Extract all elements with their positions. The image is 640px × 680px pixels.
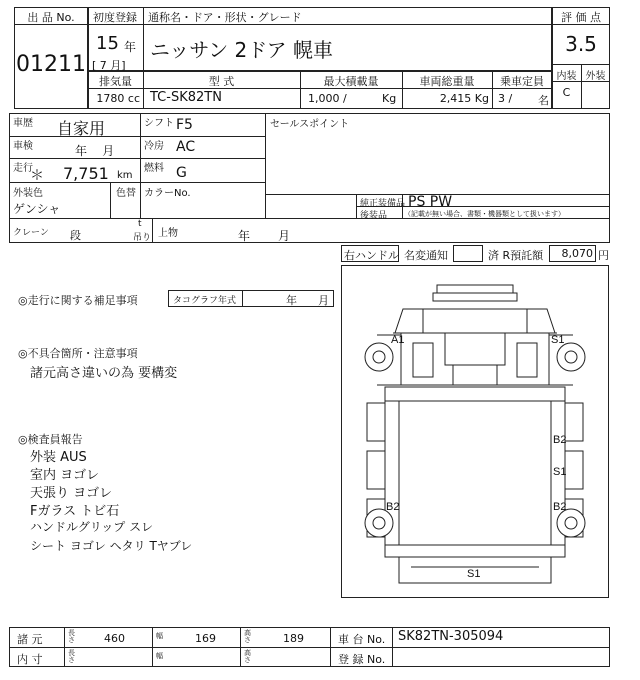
name-change-box bbox=[453, 245, 483, 262]
lot-number-label: 出 品 No. bbox=[27, 11, 75, 24]
divider bbox=[392, 627, 393, 667]
year-unit: 年 bbox=[124, 40, 137, 54]
color-value: ゲンシャ bbox=[13, 202, 61, 216]
inspector-line: シート ヨゴレ ヘタリ Tヤブレ bbox=[30, 539, 193, 553]
equipment-label: 純正装備品 bbox=[360, 199, 406, 209]
inspection: 年 月 bbox=[75, 144, 115, 158]
gross-weight-label: 車両総重量 bbox=[419, 75, 475, 88]
chassis-label: 車 台 No. bbox=[338, 633, 386, 646]
top-month: 月 bbox=[278, 229, 291, 243]
aftermarket-label: 後装品 bbox=[360, 211, 388, 221]
chassis-number: SK82TN-305094 bbox=[398, 629, 504, 644]
top-year: 年 bbox=[238, 229, 251, 243]
top-label: 上物 bbox=[158, 228, 178, 239]
exterior-grade-label: 外装 bbox=[585, 71, 606, 82]
divider bbox=[9, 182, 265, 183]
displacement-label: 排気量 bbox=[99, 75, 132, 88]
damage-mark: S1 bbox=[553, 466, 567, 478]
inner-width-label: 幅 bbox=[156, 652, 163, 660]
score: 3.5 bbox=[565, 32, 597, 56]
divider bbox=[143, 7, 144, 71]
divider bbox=[152, 627, 153, 667]
inspector-report-label: ◎検査員報告 bbox=[18, 433, 83, 446]
divider bbox=[9, 136, 265, 137]
divider bbox=[9, 158, 265, 159]
score-label: 評 価 点 bbox=[561, 11, 601, 24]
lot-number: 01211 bbox=[16, 52, 86, 77]
crane-hanging: 吊り bbox=[133, 233, 152, 243]
sales-point-label: セールスポイント bbox=[270, 119, 350, 130]
divider bbox=[242, 290, 243, 307]
recycle-unit: 円 bbox=[598, 249, 609, 262]
driving-notes-label: ◎走行に関する補足事項 bbox=[18, 294, 138, 307]
inspector-line: Fガラス トビ石 bbox=[30, 504, 120, 519]
car-name: ニッサン 2ドア 幌車 bbox=[150, 38, 334, 62]
defects-text: 諸元高さ違いの為 要構変 bbox=[30, 366, 178, 381]
model: TC-SK82TN bbox=[150, 90, 222, 105]
shift: F5 bbox=[176, 117, 193, 133]
history-label: 車歴 bbox=[13, 118, 33, 129]
ac: AC bbox=[176, 139, 196, 155]
inspector-line: 室内 ヨゴレ bbox=[30, 468, 100, 483]
first-registration-month: [ 7 月] bbox=[92, 59, 126, 72]
right-hand-drive: 右ハンドル bbox=[344, 249, 399, 262]
damage-mark: S1 bbox=[467, 568, 481, 580]
divider bbox=[552, 24, 610, 25]
displacement: 1780 cc bbox=[96, 92, 140, 105]
height-label: 高さ bbox=[244, 629, 251, 644]
inspector-line: 天張り ヨゴレ bbox=[30, 486, 113, 501]
tachograph-month: 月 bbox=[318, 294, 329, 307]
recycle-amount: 8,070 bbox=[561, 247, 593, 260]
crane-stage: 段 bbox=[70, 229, 81, 242]
divider bbox=[152, 218, 153, 243]
color-label: 外装色 bbox=[13, 188, 43, 199]
inspector-line: ハンドルグリップ スレ bbox=[30, 520, 154, 534]
damage-mark: B2 bbox=[386, 501, 400, 513]
damage-mark: A1 bbox=[391, 334, 405, 346]
crane-ton: t bbox=[138, 219, 142, 229]
ac-label: 冷房 bbox=[144, 141, 164, 152]
name-change-label: 名変通知 bbox=[404, 249, 448, 262]
registration-label: 登 録 No. bbox=[338, 653, 386, 666]
tachograph-year: 年 bbox=[286, 294, 297, 307]
gross-weight: 2,415 Kg bbox=[439, 92, 489, 105]
inner-length-label: 長さ bbox=[68, 649, 75, 664]
color-code-label: カラーNo. bbox=[144, 188, 191, 199]
first-registration-label: 初度登録 bbox=[93, 11, 137, 24]
length-label: 長さ bbox=[68, 629, 75, 644]
capacity-unit: 名 bbox=[538, 94, 549, 107]
fuel: G bbox=[176, 165, 187, 181]
damage-mark: B2 bbox=[553, 434, 567, 446]
width: 169 bbox=[195, 632, 216, 645]
color-change-label: 色替 bbox=[116, 188, 136, 199]
max-load: 1,000 / bbox=[308, 92, 347, 105]
height: 189 bbox=[283, 632, 304, 645]
aftermarket-note: （記載が無い場合、書類・機器類として扱います） bbox=[404, 210, 565, 218]
defects-label: ◎不具合箇所・注意事項 bbox=[18, 347, 138, 360]
max-load-label: 最大積載量 bbox=[323, 75, 379, 88]
title-label: 通称名・ドア・形状・グレード bbox=[148, 11, 302, 24]
equipment: PS PW bbox=[408, 194, 453, 210]
mileage-mark: ＊ bbox=[30, 168, 44, 184]
history: 自家用 bbox=[57, 119, 106, 138]
capacity: 3 / bbox=[498, 92, 513, 105]
inner-dims-label: 内 寸 bbox=[17, 653, 43, 666]
fuel-label: 燃料 bbox=[144, 163, 164, 174]
divider bbox=[552, 81, 610, 82]
inner-height-label: 高さ bbox=[244, 649, 251, 664]
interior-grade-label: 内装 bbox=[556, 71, 577, 82]
divider bbox=[9, 647, 610, 648]
width-label: 幅 bbox=[156, 632, 163, 640]
crane-label: クレーン bbox=[13, 228, 49, 238]
model-label: 型 式 bbox=[208, 75, 235, 88]
interior-grade: C bbox=[562, 86, 571, 99]
length: 460 bbox=[104, 632, 125, 645]
dims-label: 諸 元 bbox=[17, 633, 43, 646]
divider bbox=[64, 627, 65, 667]
recycle-label: 済 R預託額 bbox=[488, 249, 544, 262]
divider bbox=[330, 627, 331, 667]
divider bbox=[110, 182, 111, 218]
damage-mark: B2 bbox=[553, 501, 567, 513]
divider bbox=[140, 113, 141, 218]
tachograph-label: タコグラフ年式 bbox=[173, 296, 237, 306]
capacity-label: 乗車定員 bbox=[500, 75, 544, 88]
mileage: 7,751 bbox=[63, 164, 109, 183]
max-load-unit: Kg bbox=[382, 92, 397, 105]
first-registration-year: 15 bbox=[96, 33, 119, 54]
mileage-unit: km bbox=[117, 170, 133, 181]
divider bbox=[265, 113, 266, 218]
inspector-line: 外装 AUS bbox=[30, 450, 87, 465]
mileage-label: 走行 bbox=[13, 163, 33, 174]
damage-mark: S1 bbox=[551, 334, 565, 346]
divider bbox=[240, 627, 241, 667]
divider bbox=[14, 24, 88, 25]
shift-label: シフト bbox=[144, 118, 174, 129]
vehicle-damage-diagram bbox=[341, 265, 609, 598]
inspection-label: 車検 bbox=[13, 141, 33, 152]
